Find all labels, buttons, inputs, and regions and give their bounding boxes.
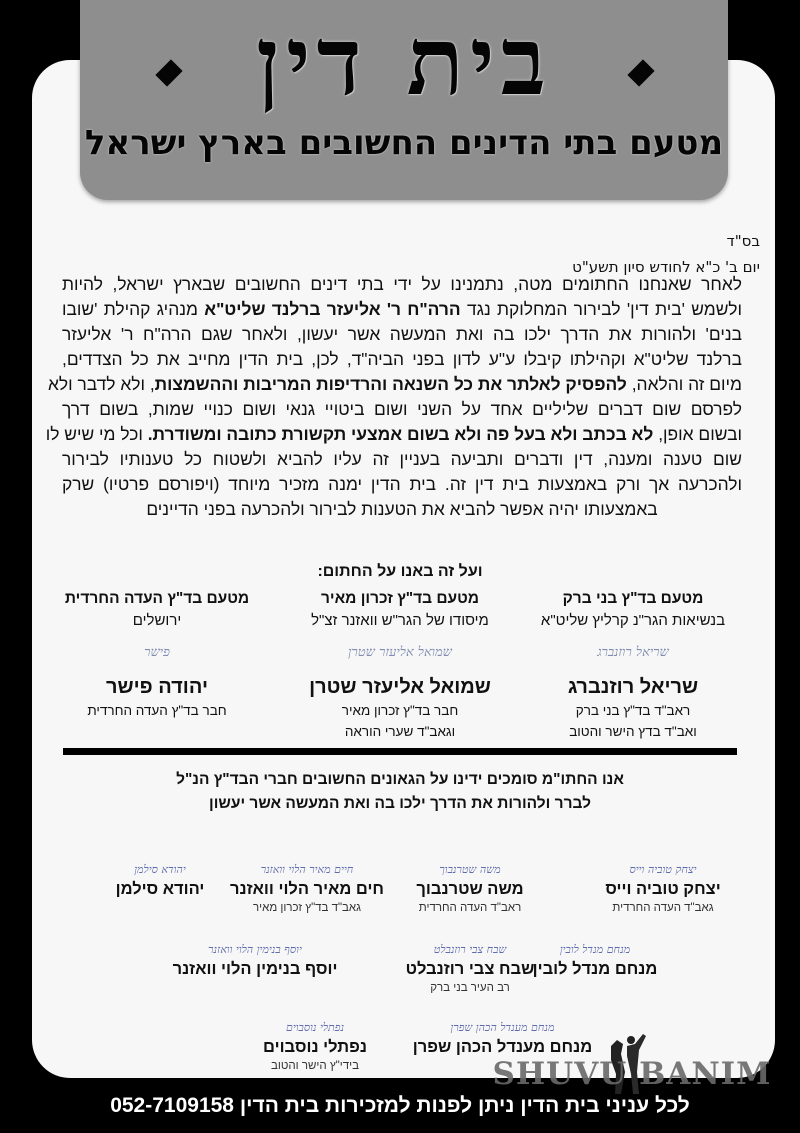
- body-line: ובשום אופן, לא בכתב ולא בעל פה ולא בשום אמצעי תקשורת כתובה ומשודרת. וכל מי שיש לו: [45, 424, 742, 444]
- bsd-mark: בס"ד: [726, 232, 760, 250]
- body-line: ברלנד שליט"א וקהילתו קיבלו ע"ע לדון בפני הביה"ד, לכן, בית הדין מחייב את כל הצדדים,: [62, 349, 742, 369]
- handwritten-signature: שריאל רוזנברג: [597, 645, 669, 660]
- endorser: [222, 862, 392, 916]
- endorser-role: גאב"ד בד"ץ זכרון מאיר: [252, 902, 362, 914]
- endorser-name: יוסף בנימין הלוי וואזנר: [172, 960, 338, 978]
- endorsement-intro: [0, 768, 800, 816]
- bold-text: הרה"ח ר' אליעזר ברלנד שליט"א: [204, 299, 461, 319]
- handwritten-signature: נפתלי נוסבוים: [285, 1021, 345, 1034]
- endorser: [400, 942, 540, 996]
- signatory-role: ראב"ד בד"ץ בני ברק: [575, 703, 691, 718]
- section-divider: [63, 748, 737, 755]
- document-date: יום ב' כ"א לחודש סיון תשע"ט: [572, 258, 760, 276]
- signatory-column-zichron-meir: [285, 588, 515, 742]
- signatory-role: וגאב"ד שערי הוראה: [344, 724, 456, 739]
- body-line: מיום זה והלאה, להפסיק לאלתר את כל השנאה והרדיפות המריבות וההשמצות, ולא לדבר ולא: [48, 374, 742, 394]
- endorser: [100, 862, 220, 900]
- signatory-role: חבר בד"ץ העדה החרדית: [87, 703, 227, 718]
- endorser-name: מנחם מנדל לובין: [532, 960, 658, 978]
- bold-text: להפסיק לאלתר את כל השנאה והרדיפות המריבות וההשמצות: [154, 374, 627, 394]
- handwritten-signature: פישר: [144, 645, 170, 660]
- ruling-body: [45, 272, 742, 522]
- banner: [80, 0, 728, 200]
- signatory-name: יהודה פישר: [105, 676, 208, 698]
- endorser: [395, 1020, 610, 1058]
- body-line: לאחר שאנחנו החתומים מטה, נתמנינו על ידי בתי דינים החשובים שבארץ ישראל, להיות: [62, 274, 742, 294]
- body-line: ולהכרעה אך ורק באמצעות בית דין זה. בית הדין ימנה מזכיר מיוחד (ויפורסם פרטיו) שרק: [62, 474, 742, 494]
- body-line: ולשמש 'בית דין' לבירור המחלוקת נגד הרה"ח ר' אליעזר ברלנד שליט"א מנהיג קהילת 'שובו: [62, 299, 742, 319]
- court-location: ירושלים: [132, 612, 182, 629]
- endorser-role: גאב"ד העדה החרדית: [612, 902, 714, 914]
- handwritten-signature: יוסף בנימין הלוי וואזנר: [208, 943, 302, 956]
- endorsement-intro-line: אנו החתו"מ סומכים ידינו על הגאונים החשובים חברי הבד"ץ הנ"ל: [176, 771, 624, 788]
- court-location: בנשיאות הגר"נ קרליץ שליט"א: [540, 612, 726, 629]
- endorser-name: יצחק טוביה וייס: [605, 880, 721, 898]
- court-location: מיסודו של הגר"ש וואזנר זצ"ל: [311, 612, 489, 629]
- endorser-role: רב העיר בני ברק: [430, 982, 510, 994]
- signatory-name: שמואל אליעזר שטרן: [309, 676, 491, 698]
- endorser-role: בידי"ץ הישר והטוב: [271, 1060, 359, 1072]
- body-line: בנים' ולהורות את הדרך ילכו בה ואת המעשה אשר יעשון, ולאחר שגם הרה"ח ר' אליעזר: [62, 324, 742, 344]
- endorser-name: חים מאיר הלוי וואזנר: [230, 880, 384, 898]
- endorser-name: נפתלי נוסבוים: [263, 1038, 367, 1056]
- endorser-name: משה שטרנבוך: [416, 880, 524, 898]
- signatories-intro: ועל זה באנו על החתום:: [317, 563, 483, 580]
- body-line: באמצעותו יהיה אפשר להביא את הטענות לבירור ולהכרעה בפני הדיינים: [146, 499, 658, 519]
- banner-title: בית דין: [256, 7, 552, 117]
- body-line: שום טענה ומענה, דין ודברים ותביעה בעניין זה עליו להביא ולשטוח כל טענותיו לבירור: [62, 449, 742, 469]
- endorser: [400, 862, 540, 916]
- signatory-role: חבר בד"ץ זכרון מאיר: [341, 703, 459, 718]
- handwritten-signature: חיים מאיר הלוי וואזנר: [260, 863, 354, 876]
- endorser-name: שבח צבי רוזנבלט: [405, 960, 535, 978]
- handwritten-signature: משה שטרנבוך: [439, 863, 501, 876]
- footer-contact: [0, 1094, 800, 1118]
- endorser-name: מנחם מענדל הכהן שפרן: [412, 1038, 593, 1056]
- signatory-column-edah-charedis: [52, 588, 262, 721]
- endorser-name: יהודא סילמן: [115, 880, 205, 898]
- footer-text: לכל עניני בית הדין ניתן לפנות למזכירות בית הדין: [239, 1094, 690, 1117]
- endorser-role: ראב"ד העדה החרדית: [418, 902, 522, 914]
- bold-text: לא בכתב ולא בעל פה ולא בשום אמצעי תקשורת כתובה ומשודרת.: [147, 424, 654, 444]
- signatory-column-bnei-brak: [518, 588, 748, 742]
- handwritten-signature: שבח צבי רוזנבלט: [433, 943, 507, 956]
- handwritten-signature: מנחם מענדל הכהן שפרן: [450, 1021, 555, 1034]
- court-name: מטעם בד"ץ זכרון מאיר: [320, 590, 480, 607]
- handwritten-signature: שמואל אליעזר שטרן: [348, 645, 452, 660]
- court-name: מטעם בד"ץ בני ברק: [562, 590, 704, 607]
- shuvu-banim-watermark: SHUVU BANIM: [492, 1056, 772, 1092]
- endorser: [520, 942, 670, 980]
- endorser: [588, 862, 738, 916]
- handwritten-signature: יהודא סילמן: [134, 863, 186, 876]
- court-name: מטעם בד"ץ העדה החרדית: [64, 590, 250, 607]
- phone-number[interactable]: 052-7109158: [110, 1094, 234, 1117]
- signatory-name: שריאל רוזנברג: [567, 676, 699, 698]
- signatory-role: ואב"ד בדץ הישר והטוב: [569, 724, 697, 739]
- body-line: לפרסם שום דברים שליליים אחד על השני ושום ביטויי גנאי ושום כנויי שמות, בשום דרך: [62, 399, 742, 419]
- endorsement-intro-line: לברר ולהורות את הדרך ילכו בה ואת המעשה אשר יעשון: [209, 795, 591, 812]
- handwritten-signature: מנחם מנדל לובין: [559, 943, 631, 956]
- endorser: [130, 942, 380, 980]
- endorser: [245, 1020, 385, 1074]
- banner-subtitle: מטעם בתי הדינים החשובים בארץ ישראל: [84, 123, 724, 163]
- handwritten-signature: יצחק טוביה וייס: [629, 863, 697, 876]
